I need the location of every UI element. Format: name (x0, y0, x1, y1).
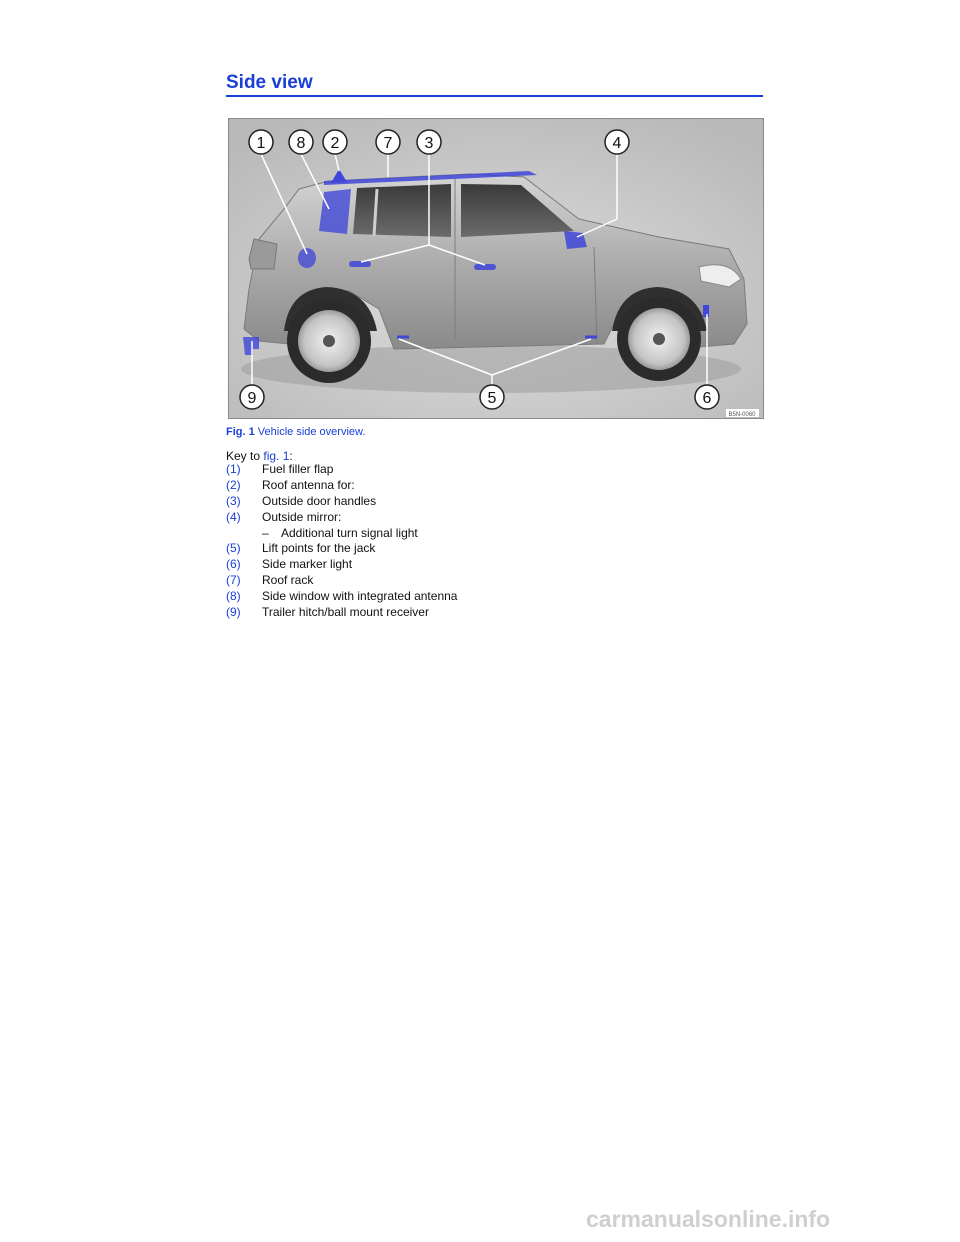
watermark: carmanualsonline.info (586, 1206, 831, 1232)
list-item (226, 462, 457, 478)
item-label: Fuel filler flap (262, 462, 334, 476)
item-number[interactable]: (3) (226, 493, 241, 508)
svg-text:B5N-0060: B5N-0060 (728, 412, 756, 418)
caption-text: Vehicle side overview. (257, 426, 366, 438)
page-title: Side view (226, 72, 313, 93)
svg-text:6: 6 (702, 390, 712, 407)
item-label: Roof rack (262, 573, 314, 588)
callout-6 (695, 385, 719, 409)
dash-bullet: – (262, 525, 269, 540)
item-number[interactable]: (9) (226, 605, 241, 620)
callout-8 (289, 130, 313, 154)
svg-text:3: 3 (424, 135, 434, 152)
item-number[interactable]: (4) (226, 509, 241, 524)
rear-side-window (319, 189, 351, 234)
callout-1 (249, 130, 273, 154)
svg-text:2: 2 (330, 135, 340, 152)
title-rule (226, 95, 763, 97)
item-number[interactable]: (8) (226, 589, 241, 604)
callout-7 (376, 130, 400, 154)
caption-label: Fig. 1 (226, 426, 255, 438)
svg-text:9: 9 (247, 390, 257, 407)
rear-door-window (353, 184, 451, 237)
vehicle-side-figure (228, 118, 764, 419)
side-marker-light (703, 305, 709, 317)
item-label: Additional turn signal light (281, 525, 418, 540)
list-item (226, 557, 457, 573)
item-number[interactable]: (1) (226, 462, 241, 476)
item-label: Side marker light (262, 557, 353, 572)
item-label: Trailer hitch/ball mount receiver (262, 605, 429, 620)
key-intro-text: Key to (226, 449, 261, 463)
svg-text:7: 7 (383, 135, 393, 152)
item-number[interactable]: (6) (226, 557, 241, 572)
item-number[interactable]: (2) (226, 477, 241, 492)
list-item (226, 573, 457, 589)
svg-text:4: 4 (612, 135, 622, 152)
list-subitem (226, 526, 457, 542)
figure-link[interactable]: fig. 1 (263, 449, 290, 463)
svg-text:1: 1 (256, 135, 266, 152)
item-number[interactable]: (7) (226, 573, 241, 588)
list-item (226, 541, 457, 557)
rear-door-handle (349, 261, 371, 267)
item-label: Roof antenna for: (262, 477, 355, 492)
key-intro (226, 449, 293, 463)
callout-9 (240, 385, 264, 409)
callout-3 (417, 130, 441, 154)
list-item (226, 510, 457, 526)
callout-5 (480, 385, 504, 409)
key-intro-colon: : (289, 449, 293, 463)
list-item (226, 494, 457, 510)
list-item (226, 605, 457, 621)
figure-caption (226, 426, 365, 438)
callout-4 (605, 130, 629, 154)
key-list (226, 462, 457, 621)
fuel-filler-flap (298, 248, 316, 268)
image-code (726, 409, 759, 418)
item-label: Outside door handles (262, 493, 377, 508)
svg-text:8: 8 (296, 135, 306, 152)
item-label: Lift points for the jack (262, 541, 376, 556)
item-number[interactable]: (5) (226, 541, 241, 556)
svg-text:5: 5 (487, 390, 497, 407)
item-label: Outside mirror: (262, 509, 342, 524)
item-label: Side window with integrated antenna (262, 589, 458, 604)
list-item (226, 589, 457, 605)
callout-2 (323, 130, 347, 154)
list-item (226, 478, 457, 494)
